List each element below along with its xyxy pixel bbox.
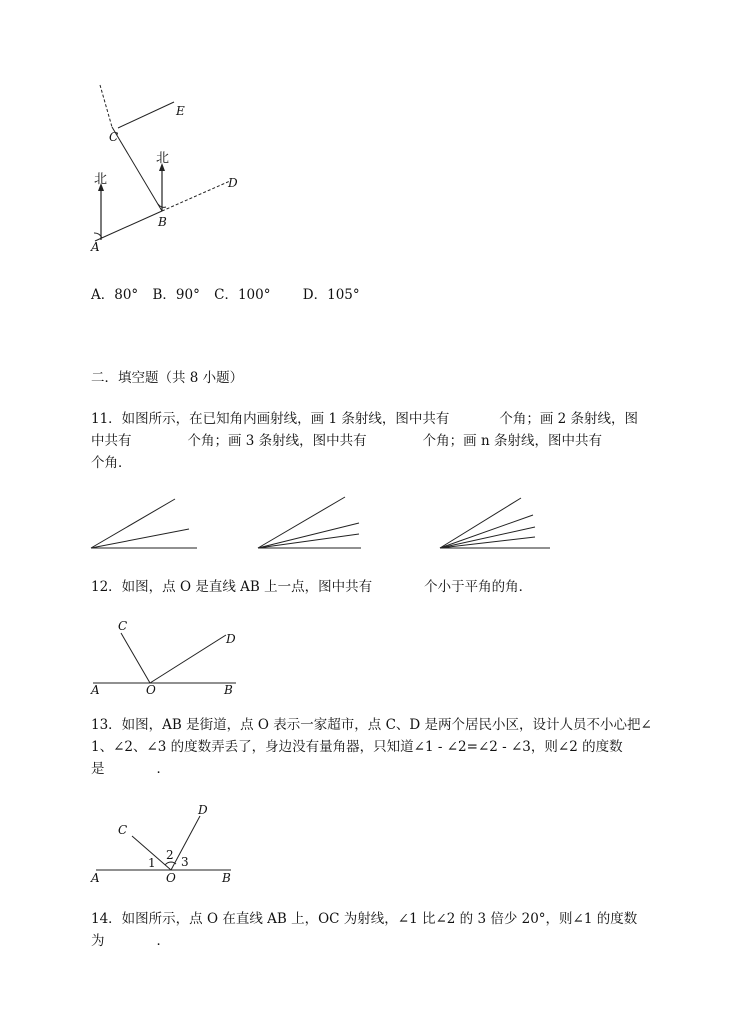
q10-label-e: E (176, 104, 185, 118)
q12-label-b: B (224, 683, 233, 697)
q11-line-1: 11．如图所示，在已知角内画射线，画 1 条射线，图中共有 个角；画 2 条射线，图 (91, 411, 639, 427)
q13-line-2: 1、∠2、∠3 的度数弄丢了，身边没有量角器，只知道∠1 - ∠2=∠2 - ∠3，则∠2 的度数 (91, 739, 623, 755)
q13-angle-3: 3 (181, 855, 189, 869)
q14-line-1: 14．如图所示，点 O 在直线 AB 上，OC 为射线，∠1 比∠2 的 3 倍少 20°，则∠1 的度数 (91, 911, 638, 927)
q13-label-c: C (118, 823, 128, 837)
q10-label-d: D (228, 176, 238, 190)
q10-option-c: C．100° (214, 287, 271, 303)
q11-text (91, 409, 638, 473)
q14-text (91, 909, 637, 951)
q10-label-c: C (109, 130, 119, 144)
q12-label-d: D (226, 632, 236, 646)
q12-label-c: C (118, 619, 128, 633)
q14-line-2: 为 ． (91, 933, 170, 949)
q10-north-label-a: 北 (94, 172, 108, 187)
q13-label-a: A (91, 871, 100, 885)
q11-line-3: 个角． (91, 455, 132, 471)
q13-angle-2: 2 (166, 848, 174, 862)
q13-line-1: 13．如图，AB 是街道，点 O 表示一家超市，点 C、D 是两个居民小区，设计人员不小心把∠ (91, 717, 652, 733)
q11-figure-1 (91, 499, 197, 548)
q12-label-o: O (146, 683, 156, 697)
q10-label-a: A (91, 240, 100, 254)
q10-option-d: D．105° (302, 287, 360, 303)
q13-label-d: D (198, 803, 208, 817)
q10-option-b: B．90° (152, 287, 200, 303)
q11-figure-3 (440, 498, 550, 548)
section2-title: 二．填空题（共 8 小题） (91, 370, 244, 386)
q10-option-a: A．80° (91, 287, 139, 303)
q11-line-2: 中共有 个角；画 3 条射线，图中共有 个角；画 n 条射线，图中共有 (91, 433, 602, 449)
q11-figure-2 (258, 497, 361, 548)
q10-options (91, 285, 360, 305)
q13-label-b: B (222, 871, 231, 885)
q13-figure (88, 800, 248, 890)
q10-figure (80, 80, 260, 260)
q13-line-3: 是 ． (91, 761, 170, 777)
q13-label-o: O (166, 871, 176, 885)
q12-figure (88, 613, 248, 698)
q13-angle-1: 1 (148, 856, 156, 870)
q10-north-label-b: 北 (156, 151, 170, 166)
q13-text (91, 715, 652, 779)
q11-figures (85, 495, 565, 555)
q12-label-a: A (91, 683, 100, 697)
q12-text: 12．如图，点 O 是直线 AB 上一点，图中共有 个小于平角的角． (91, 579, 533, 595)
q10-label-b: B (158, 215, 167, 229)
